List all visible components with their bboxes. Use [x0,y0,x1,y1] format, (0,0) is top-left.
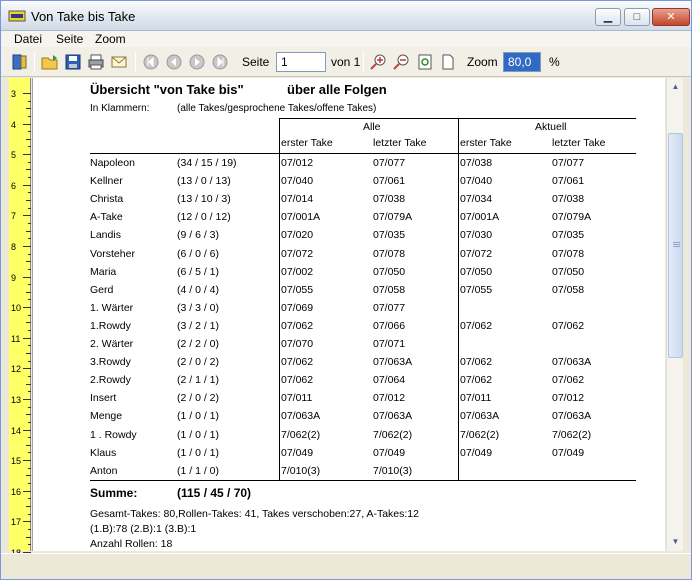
table-cell-all-last-take: 07/035 [373,229,406,242]
table-cell-all-first-take: 07/011 [281,392,313,405]
table-cell-role-counts: (3 / 3 / 0) [177,301,220,314]
zoom-unit-label: % [549,55,560,69]
table-cell-all-first-take: 07/072 [281,247,314,260]
table-cell-all-first-take: 07/002 [281,265,314,278]
table-cell-current-last-take: 07/077 [552,157,585,169]
table-cell-current-first-take: 7/062(2) [460,428,500,441]
table-cell-current-last-take: 7/062(2) [552,428,592,441]
table-cell-role-name: Landis [90,229,121,242]
table-cell-current-last-take: 07/062 [552,374,585,387]
table-cell-role-counts: (9 / 6 / 3) [177,229,220,242]
vertical-scrollbar[interactable] [666,78,683,551]
legend-label: In Klammern: [90,103,150,114]
scroll-down-icon[interactable]: ▼ [671,537,680,546]
ruler-number: 7 [11,211,17,222]
print-icon[interactable] [87,53,105,71]
menu-bar [1,31,691,47]
page-view-icon[interactable] [439,53,457,71]
col-header-current-first: erster Take [460,137,512,149]
table-cell-all-first-take: 07/014 [281,193,314,206]
ruler-number: 9 [11,272,17,283]
table-cell-current-first-take: 07/072 [460,247,493,260]
table-cell-role-name: 1.Rowdy [90,319,131,332]
menu-datei[interactable]: Datei [14,32,43,46]
table-cell-all-first-take: 07/063A [281,410,321,423]
table-cell-all-last-take: 07/063A [373,410,413,423]
table-cell-role-counts: (34 / 15 / 19) [177,157,237,169]
table-cell-role-name: Vorsteher [90,247,135,260]
ruler-number: 11 [11,333,21,344]
page-input[interactable] [276,52,326,72]
status-bar [1,553,691,579]
table-cell-all-last-take: 07/064 [373,374,406,387]
table-cell-current-first-take: 07/055 [460,283,493,296]
table-cell-current-last-take: 07/035 [552,229,585,242]
table-cell-all-last-take: 07/063A [373,356,413,369]
table-cell-current-first-take: 07/062 [460,374,493,387]
ruler-number: 12 [11,364,22,375]
table-cell-all-first-take: 07/069 [281,301,314,314]
table-cell-all-first-take: 07/062 [281,374,314,387]
toolbar [1,47,691,77]
zoom-in-icon[interactable] [370,53,388,71]
table-cell-current-last-take: 07/078 [552,247,585,260]
sum-label: Summe: [90,486,138,500]
ruler-number: 14 [11,425,22,436]
table-cell-current-first-take: 07/049 [460,446,493,459]
previous-page-icon[interactable] [165,53,183,71]
table-cell-current-last-take: 07/063A [552,356,592,369]
table-cell-all-first-take: 7/062(2) [281,428,321,441]
ruler-number: 16 [11,486,22,497]
table-cell-all-last-take: 07/050 [373,265,406,278]
col-header-current-last: letzter Take [552,137,606,149]
table-cell-all-first-take: 7/010(3) [281,464,321,477]
page-label: Seite [242,55,270,69]
col-header-all-first: erster Take [281,137,333,149]
report-title: Übersicht "von Take bis" [90,82,244,97]
table-cell-current-last-take: 07/050 [552,265,585,278]
mail-icon[interactable] [110,53,128,71]
table-cell-role-name: Napoleon [90,157,135,169]
table-cell-role-name: 1. Wärter [90,301,134,314]
vertical-ruler [9,78,31,551]
menu-seite[interactable]: Seite [56,32,84,46]
app-logo-icon [8,9,26,23]
table-cell-all-last-take: 7/010(3) [373,464,413,477]
legend-text: (alle Takes/gesprochene Takes/offene Takes) [177,103,377,114]
table-cell-current-last-take: 07/062 [552,319,585,332]
table-cell-role-counts: (13 / 10 / 3) [177,193,231,206]
table-cell-all-first-take: 07/055 [281,283,314,296]
table-cell-role-counts: (2 / 0 / 2) [177,356,220,369]
ruler-number: 5 [11,150,17,161]
table-cell-all-last-take: 07/049 [373,446,406,459]
sum-value: (115 / 45 / 70) [177,486,252,500]
table-cell-role-counts: (6 / 5 / 1) [177,265,220,278]
table-cell-current-first-take: 07/062 [460,356,493,369]
table-cell-all-last-take: 07/078 [373,247,406,260]
group-header-all: Alle [363,121,381,133]
ruler-number: 6 [11,180,17,191]
table-cell-role-name: Gerd [90,283,114,296]
table-cell-current-first-take: 07/040 [460,175,493,188]
table-cell-all-last-take: 07/071 [373,338,406,350]
scroll-thumb[interactable] [668,133,683,358]
table-cell-role-counts: (1 / 0 / 1) [177,428,220,441]
report-page [32,78,665,551]
zoom-out-icon[interactable] [393,53,411,71]
table-cell-current-last-take: 07/058 [552,283,585,296]
close-button[interactable]: ✕ [652,8,690,26]
table-cell-all-last-take: 07/077 [373,157,406,169]
table-cell-current-first-take: 07/063A [460,410,500,423]
table-cell-role-counts: (2 / 0 / 2) [177,392,220,405]
table-cell-role-name: Maria [90,265,117,278]
table-cell-role-counts: (1 / 0 / 1) [177,410,220,423]
table-cell-role-counts: (12 / 0 / 12) [177,211,231,224]
table-cell-current-first-take: 07/034 [460,193,493,206]
table-cell-role-counts: (4 / 0 / 4) [177,283,220,296]
table-cell-role-name: Kellner [90,175,123,188]
ruler-number: 15 [11,456,22,467]
first-page-icon[interactable] [142,53,160,71]
table-cell-role-name: Klaus [90,446,117,459]
table-cell-current-last-take: 07/061 [552,175,585,188]
table-cell-role-name: 2. Wärter [90,338,134,350]
last-page-icon[interactable] [211,53,229,71]
minimize-button[interactable]: ▁ [595,8,621,26]
table-cell-role-name: Insert [90,392,117,405]
next-page-icon[interactable] [188,53,206,71]
ruler-number: 3 [11,89,17,99]
ruler-number: 10 [11,303,22,314]
scroll-up-icon[interactable]: ▲ [671,82,680,91]
table-cell-all-first-take: 07/070 [281,338,314,350]
table-cell-all-first-take: 07/062 [281,319,314,332]
table-cell-role-counts: (3 / 2 / 1) [177,319,220,332]
table-cell-all-first-take: 07/020 [281,229,314,242]
save-icon[interactable] [64,53,82,71]
page-count-label: von 1 [331,55,361,69]
table-cell-current-last-take: 07/038 [552,193,585,206]
table-cell-all-first-take: 07/001A [281,211,321,224]
table-cell-role-name: Anton [90,464,118,477]
window-title: Von Take bis Take [31,9,136,24]
table-cell-current-first-take: 07/001A [460,211,500,224]
table-cell-current-first-take: 07/050 [460,265,493,278]
table-cell-current-first-take: 07/062 [460,319,493,332]
group-header-current: Aktuell [535,121,567,133]
fit-page-icon[interactable] [416,53,434,71]
table-cell-current-last-take: 07/049 [552,446,585,459]
footer-totals: Gesamt-Takes: 80,Rollen-Takes: 41, Takes verschoben:27, A-Takes:12 [90,508,419,520]
book-exit-icon[interactable] [11,53,29,71]
table-cell-current-last-take: 07/012 [552,392,585,405]
table-cell-all-last-take: 7/062(2) [373,428,413,441]
table-cell-role-name: Menge [90,410,123,423]
ruler-number: 4 [11,119,17,130]
table-cell-all-last-take: 07/066 [373,319,406,332]
maximize-button[interactable]: □ [624,8,650,26]
table-cell-current-first-take: 07/011 [460,392,492,405]
table-cell-role-name: 1 . Rowdy [90,428,137,441]
table-cell-current-first-take: 07/038 [460,157,493,169]
table-cell-all-last-take: 07/077 [373,301,406,314]
table-cell-role-name: A-Take [90,211,123,224]
table-cell-role-name: 2.Rowdy [90,374,131,387]
table-cell-all-last-take: 07/012 [373,392,406,405]
table-cell-all-last-take: 07/061 [373,175,406,188]
col-header-all-last: letzter Take [373,137,427,149]
menu-zoom[interactable]: Zoom [95,32,126,46]
table-cell-role-name: Christa [90,193,124,206]
footer-breakdown: (1.B):78 (2.B):1 (3.B):1 [90,523,197,535]
table-cell-role-name: 3.Rowdy [90,356,131,369]
table-cell-all-last-take: 07/058 [373,283,406,296]
title-bar [1,1,691,31]
table-cell-current-last-take: 07/079A [552,211,592,224]
table-cell-all-first-take: 07/012 [281,157,314,169]
table-cell-all-last-take: 07/079A [373,211,413,224]
table-cell-current-first-take: 07/030 [460,229,493,242]
zoom-input[interactable] [503,52,541,72]
table-cell-role-counts: (1 / 0 / 1) [177,446,220,459]
table-cell-all-first-take: 07/062 [281,356,314,369]
ruler-number: 17 [11,517,22,528]
table-cell-all-first-take: 07/049 [281,446,314,459]
table-cell-all-last-take: 07/038 [373,193,406,206]
table-cell-role-counts: (2 / 1 / 1) [177,374,220,387]
footer-role-count: Anzahl Rollen: 18 [90,538,173,550]
table-cell-role-counts: (1 / 1 / 0) [177,464,220,477]
ruler-number: 13 [11,395,22,405]
report-subtitle: über alle Folgen [287,82,387,97]
table-cell-current-last-take: 07/063A [552,410,592,423]
open-folder-icon[interactable] [41,53,59,71]
table-cell-role-counts: (13 / 0 / 13) [177,175,231,188]
ruler-number: 8 [11,242,17,252]
table-cell-all-first-take: 07/040 [281,175,314,188]
table-cell-role-counts: (6 / 0 / 6) [177,247,220,260]
table-cell-role-counts: (2 / 2 / 0) [177,338,220,350]
zoom-label: Zoom [467,55,498,69]
